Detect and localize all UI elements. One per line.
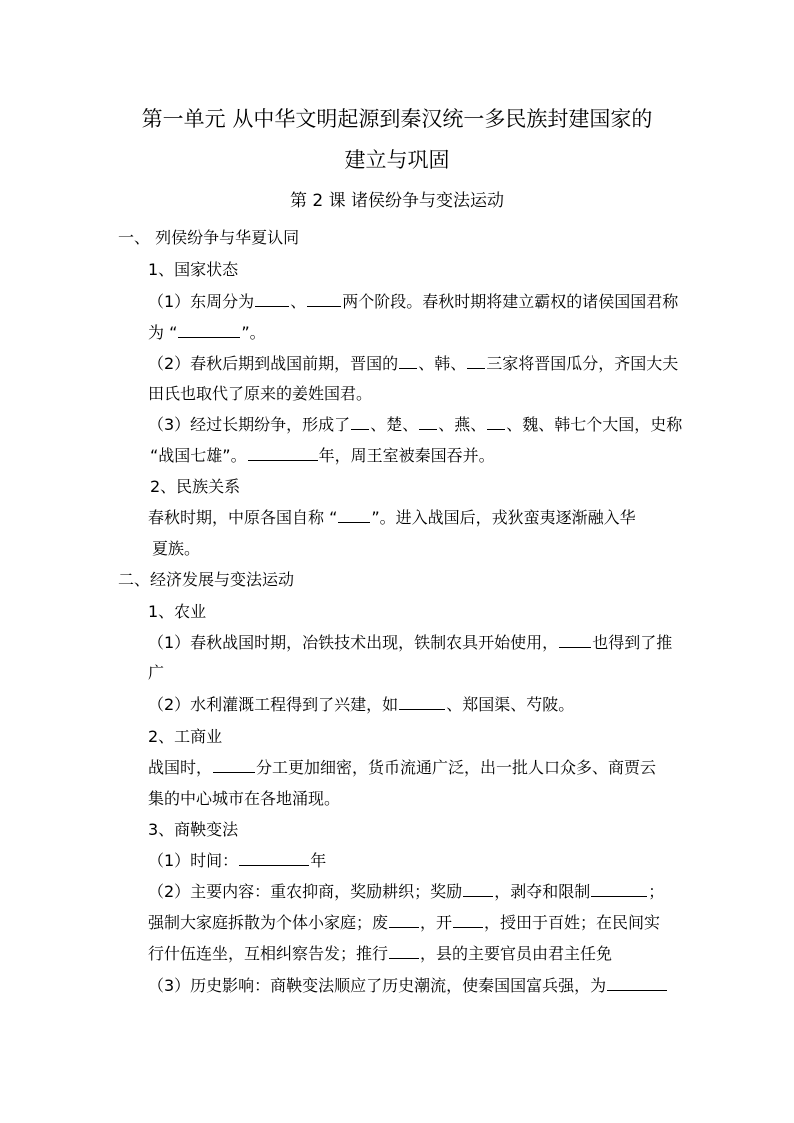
section-2-sub-2: 2、工商业	[148, 727, 223, 746]
text: 为 “	[148, 323, 178, 342]
text: 两个阶段。春秋时期将建立霸权的诸侯国国君称	[342, 292, 679, 311]
s2-paragraph-3-line-2: 集的中心城市在各地涌现。	[148, 789, 341, 808]
text: 春秋时期，中原各国自称 “	[148, 508, 338, 527]
text: ，开	[420, 913, 453, 932]
text: 分工更加细密，货币流通广泛，出一批人口众多、商贾云	[256, 758, 657, 777]
answer-blank[interactable]	[453, 913, 483, 928]
unit-title-line-2: 建立与巩固	[344, 148, 450, 172]
text: （2）主要内容：重农抑商，奖励耕织；奖励	[148, 882, 463, 901]
text: 也得到了推	[592, 633, 673, 652]
answer-blank[interactable]	[399, 354, 417, 369]
text: ”。进入战国后，戎狄蛮夷逐渐融入华	[371, 508, 636, 527]
text: 、	[290, 292, 307, 311]
unit-title-line-1: 第一单元 从中华文明起源到秦汉统一多民族封建国家的	[141, 107, 653, 131]
text: （3）经过长期纷争，形成了	[148, 415, 351, 434]
text: ；	[648, 882, 665, 901]
answer-blank[interactable]	[591, 882, 647, 897]
s2-question-4	[148, 851, 326, 871]
text: 行什伍连坐，互相纠察告发；推行	[148, 944, 389, 963]
s2-paragraph-3-line-1	[148, 758, 656, 778]
answer-blank[interactable]	[255, 292, 289, 307]
text: 、燕、	[438, 415, 487, 434]
section-2-sub-1: 1、农业	[148, 602, 207, 621]
text: 、郑国渠、芍陂。	[446, 695, 575, 714]
answer-blank[interactable]	[607, 976, 667, 991]
text: （3）历史影响：商鞅变法顺应了历史潮流，使秦国国富兵强，为	[148, 976, 607, 995]
s1-question-1-line-1	[148, 292, 678, 312]
answer-blank[interactable]	[307, 292, 341, 307]
answer-blank[interactable]	[389, 913, 419, 928]
answer-blank[interactable]	[467, 354, 485, 369]
lesson-title: 第 2 课 诸侯纷争与变法运动	[289, 191, 505, 211]
text: （2）春秋后期到战国前期，晋国的	[148, 354, 399, 373]
section-2-heading: 二、经济发展与变法运动	[118, 570, 295, 589]
text: 、楚、	[370, 415, 419, 434]
s2-question-5-line-2	[148, 913, 660, 933]
s2-question-5-line-3	[148, 944, 612, 964]
s1-paragraph-4-line-1	[148, 508, 636, 528]
s1-question-3-line-2	[150, 446, 495, 466]
s2-question-6-line-1	[148, 976, 668, 996]
text: （1）春秋战国时期，冶铁技术出现，铁制农具开始使用，	[148, 633, 559, 652]
text: 年	[310, 851, 327, 870]
answer-blank[interactable]	[351, 415, 369, 430]
text: ，剥夺和限制	[494, 882, 591, 901]
text: 三家将晋国瓜分，齐国大夫	[486, 354, 679, 373]
answer-blank[interactable]	[213, 758, 255, 773]
answer-blank[interactable]	[178, 323, 240, 338]
text: ”。	[241, 323, 266, 342]
text: 、魏、韩七个大国，史称	[506, 415, 683, 434]
answer-blank[interactable]	[463, 882, 493, 897]
text: （1）时间：	[148, 851, 239, 870]
answer-blank[interactable]	[239, 851, 309, 866]
s1-question-2-line-2: 田氏也取代了原来的姜姓国君。	[148, 384, 373, 403]
text: ，授田于百姓；在民间实	[484, 913, 661, 932]
text: 、韩、	[418, 354, 467, 373]
text: ，县的主要官员由君主任免	[420, 944, 613, 963]
section-2-sub-3: 3、商鞅变法	[148, 820, 239, 839]
s2-question-2	[148, 695, 574, 715]
answer-blank[interactable]	[559, 633, 591, 648]
answer-blank[interactable]	[419, 415, 437, 430]
s1-paragraph-4-line-2: 夏族。	[152, 539, 201, 558]
s1-question-1-line-2	[148, 323, 266, 343]
section-1-sub-1: 1、国家状态	[148, 260, 239, 279]
answer-blank[interactable]	[338, 508, 370, 523]
s2-question-5-line-1	[148, 882, 664, 902]
text: 强制大家庭拆散为个体小家庭；废	[148, 913, 389, 932]
answer-blank[interactable]	[248, 446, 318, 461]
text: （1）东周分为	[148, 292, 255, 311]
section-1-heading: 一、 列侯纷争与华夏认同	[118, 228, 300, 247]
s1-question-3-line-1	[148, 415, 682, 435]
s1-question-2-line-1	[148, 354, 678, 374]
answer-blank[interactable]	[487, 415, 505, 430]
answer-blank[interactable]	[389, 944, 419, 959]
text: （2）水利灌溉工程得到了兴建，如	[148, 695, 399, 714]
answer-blank[interactable]	[399, 695, 445, 710]
s2-question-1-line-1	[148, 633, 672, 653]
text: “战国七雄”。	[150, 446, 247, 465]
s2-question-1-line-2: 广	[148, 663, 165, 682]
section-1-sub-2: 2、民族关系	[150, 477, 241, 496]
text: 年，周王室被秦国吞并。	[318, 446, 495, 465]
text: 战国时，	[148, 758, 213, 777]
